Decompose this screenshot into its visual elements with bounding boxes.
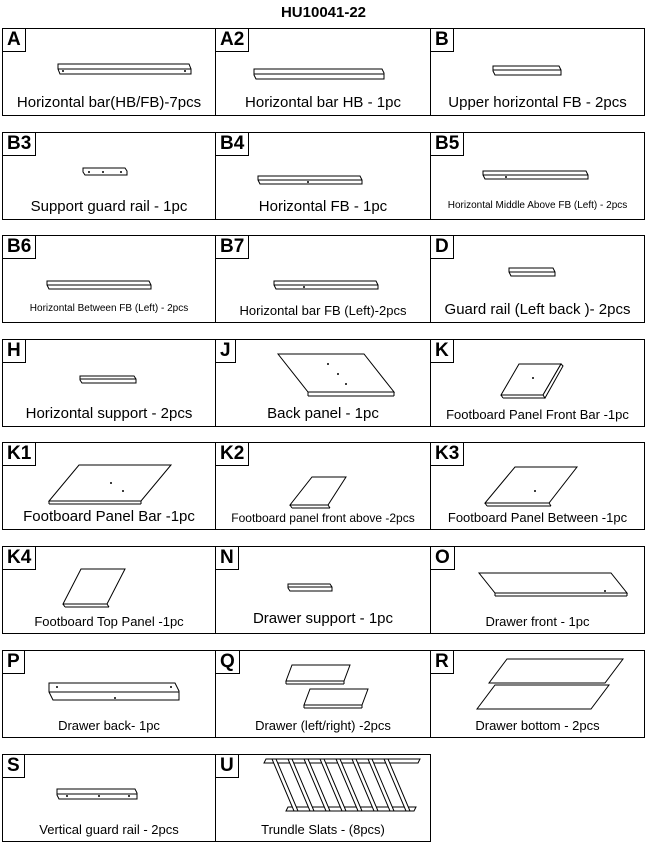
- part-cell-k2: [215, 442, 431, 530]
- part-label: Back panel - 1pc: [267, 405, 379, 422]
- part-code: B7: [216, 236, 249, 259]
- part-cell-b6: [2, 235, 216, 323]
- part-cell-b: [430, 28, 645, 116]
- part-cell-k1: [2, 442, 216, 530]
- part-code: Q: [216, 651, 240, 674]
- part-code: D: [431, 236, 454, 259]
- part-code: J: [216, 340, 236, 363]
- part-code: B6: [3, 236, 36, 259]
- part-label: Drawer support - 1pc: [252, 610, 394, 627]
- part-code: B4: [216, 133, 249, 156]
- part-code: N: [216, 547, 239, 570]
- part-label: Footboard Panel Front Bar -1pc: [446, 407, 629, 422]
- part-cell-p: [2, 650, 216, 738]
- part-cell-q: [215, 650, 431, 738]
- part-cell-b7: [215, 235, 431, 323]
- part-label: Footboard Panel Between -1pc: [447, 510, 628, 525]
- part-label: Horizontal FB - 1pc: [258, 198, 388, 215]
- part-label: Horizontal Middle Above FB (Left) - 2pcs: [447, 200, 628, 211]
- part-cell-h: [2, 339, 216, 427]
- part-code: B3: [3, 133, 36, 156]
- part-cell-b4: [215, 132, 431, 220]
- part-cell-k: [430, 339, 645, 427]
- part-label: Horizontal support - 2pcs: [25, 405, 193, 422]
- part-code: O: [431, 547, 455, 570]
- part-label: Upper horizontal FB - 2pcs: [448, 94, 627, 111]
- part-code: P: [3, 651, 25, 674]
- part-cell-b5: [430, 132, 645, 220]
- part-cell-r: [430, 650, 645, 738]
- trundle-slat-group: [272, 759, 410, 811]
- part-cell-k3: [430, 442, 645, 530]
- part-code: S: [3, 755, 25, 778]
- part-cell-j: [215, 339, 431, 427]
- part-label: Support guard rail - 1pc: [30, 198, 188, 215]
- part-label: Drawer front - 1pc: [485, 614, 590, 629]
- part-label: Horizontal bar FB (Left)-2pcs: [239, 303, 407, 318]
- part-label: Vertical guard rail - 2pcs: [39, 822, 179, 837]
- part-code: U: [216, 755, 239, 778]
- part-cell-u: [215, 754, 431, 842]
- part-label: Horizontal Between FB (Left) - 2pcs: [29, 303, 189, 314]
- part-label: Horizontal bar HB - 1pc: [245, 94, 401, 111]
- document-title: HU10041-22: [280, 4, 367, 21]
- part-label: Drawer bottom - 2pcs: [475, 718, 600, 733]
- part-code: K4: [3, 547, 36, 570]
- part-cell-a: [2, 28, 216, 116]
- part-code: K2: [216, 443, 249, 466]
- part-code: R: [431, 651, 454, 674]
- part-code: K: [431, 340, 454, 363]
- part-code: B: [431, 29, 454, 52]
- part-code: H: [3, 340, 26, 363]
- part-cell-b3: [2, 132, 216, 220]
- part-label: Drawer (left/right) -2pcs: [255, 718, 391, 733]
- part-code: A2: [216, 29, 249, 52]
- part-label: Trundle Slats - (8pcs): [261, 822, 385, 837]
- part-label: Guard rail (Left back )- 2pcs: [444, 301, 631, 318]
- part-label: Horizontal bar(HB/FB)-7pcs: [16, 94, 202, 111]
- part-cell-s: [2, 754, 216, 842]
- part-code: K3: [431, 443, 464, 466]
- part-cell-o: [430, 546, 645, 634]
- part-label: Footboard panel front above -2pcs: [231, 511, 415, 525]
- part-cell-a2: [215, 28, 431, 116]
- part-cell-n: [215, 546, 431, 634]
- part-code: B5: [431, 133, 464, 156]
- part-cell-d: [430, 235, 645, 323]
- part-code: K1: [3, 443, 36, 466]
- part-label: Footboard Top Panel -1pc: [34, 614, 184, 629]
- part-cell-k4: [2, 546, 216, 634]
- part-code: A: [3, 29, 26, 52]
- part-label: Drawer back- 1pc: [58, 718, 160, 733]
- part-label: Footboard Panel Bar -1pc: [23, 508, 195, 525]
